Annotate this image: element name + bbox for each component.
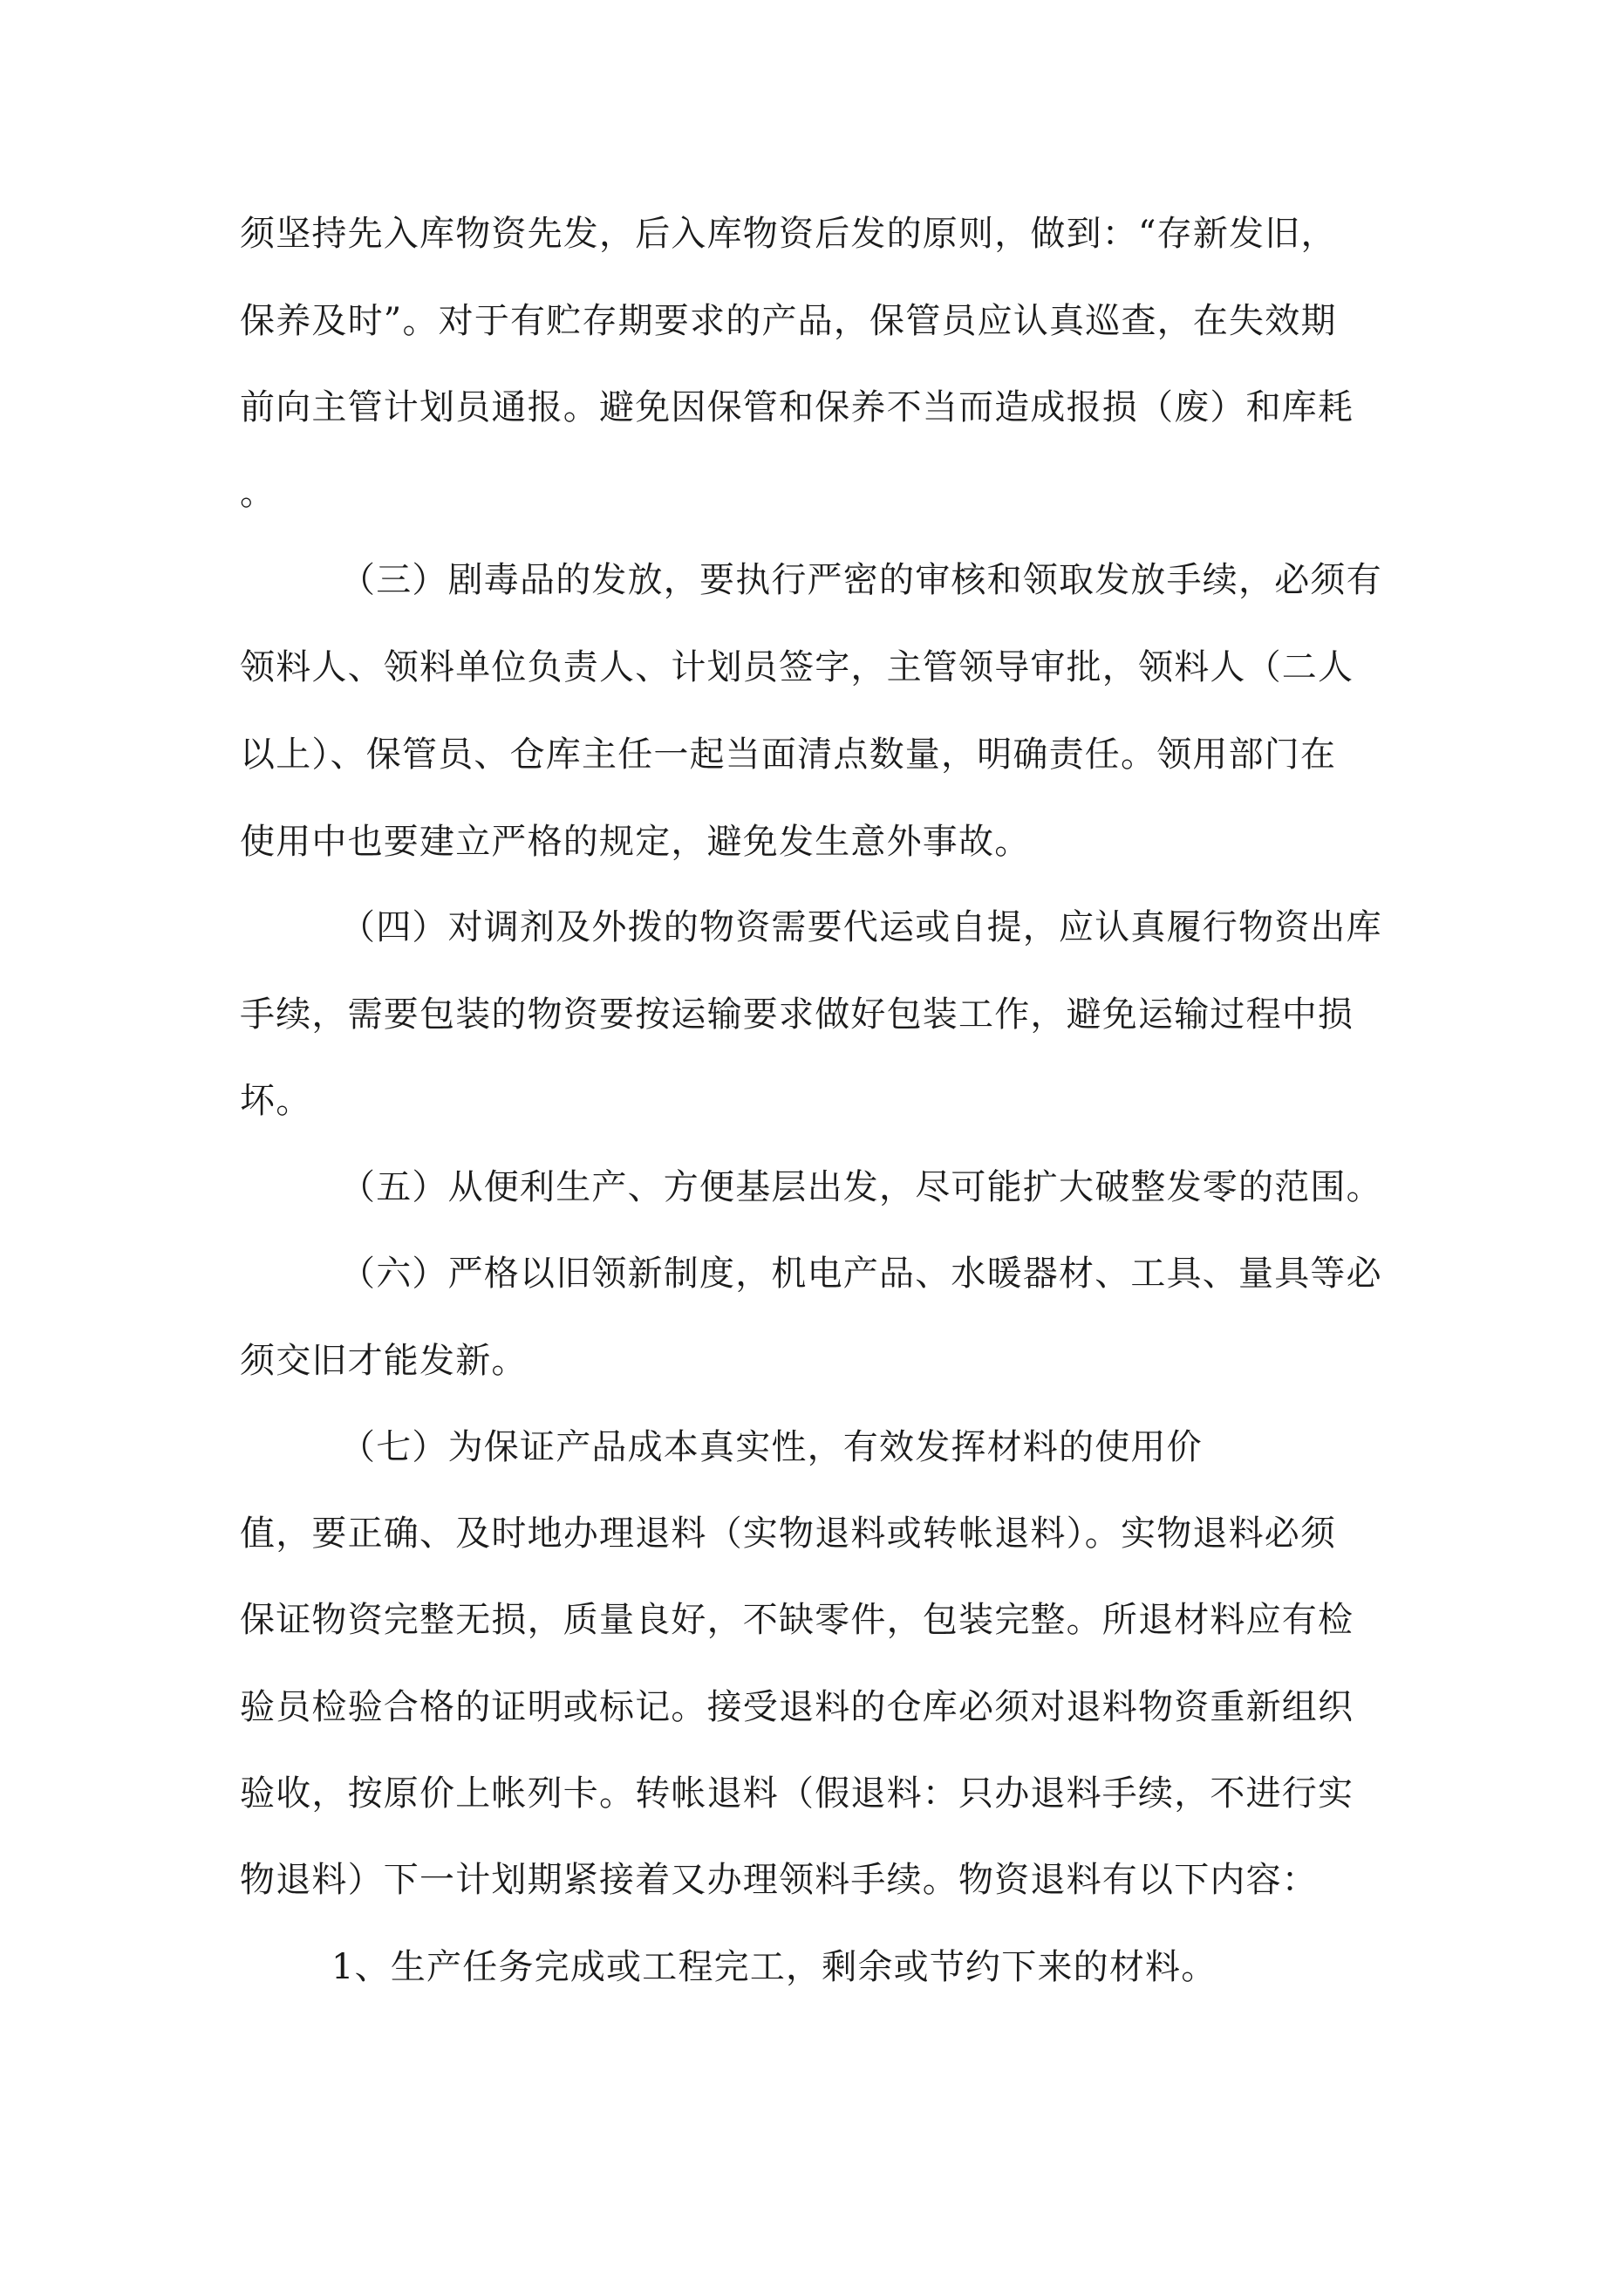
paragraph-first-line: （四）对调剂及外拨的物资需要代运或自提，应认真履行物资出库: [340, 907, 1382, 947]
text-line: 须坚持先入库物资先发，后入库物资后发的原则，做到：“存新发旧，: [240, 214, 1337, 254]
text-line: 验员检验合格的证明或标记。接受退料的仓库必须对退料物资重新组织: [240, 1687, 1354, 1727]
text-line: 物退料）下一计划期紧接着又办理领料手续。物资退料有以下内容：: [240, 1860, 1318, 1900]
paragraph-first-line: （三）剧毒品的发放，要执行严密的审核和领取发放手续，必须有: [340, 560, 1382, 600]
text-line: 手续，需要包装的物资要按运输要求做好包装工作，避免运输过程中损: [240, 994, 1354, 1035]
text-line: 须交旧才能发新。: [240, 1341, 528, 1381]
numbered-list-item: 1、生产任务完成或工程完工，剩余或节约下来的材料。: [331, 1947, 1217, 1987]
text-line: 值，要正确、及时地办理退料（实物退料或转帐退料）。实物退料必须: [240, 1514, 1337, 1554]
text-line: 。: [240, 473, 276, 513]
text-line: 领料人、领料单位负责人、计划员签字，主管领导审批，领料人（二人: [240, 647, 1354, 687]
paragraph-first-line: （五）从便利生产、方便基层出发，尽可能扩大破整发零的范围。: [340, 1167, 1382, 1207]
text-line: 验收，按原价上帐列卡。转帐退料（假退料：只办退料手续，不进行实: [240, 1773, 1354, 1814]
text-line: 以上）、保管员、仓库主任一起当面清点数量，明确责任。领用部门在: [240, 735, 1337, 775]
text-line: 保证物资完整无损，质量良好，不缺零件，包装完整。所退材料应有检: [240, 1600, 1354, 1640]
text-line: 坏。: [240, 1081, 312, 1121]
text-line: 使用中也要建立严格的规定，避免发生意外事故。: [240, 822, 1031, 862]
text-line: 保养及时”。对于有贮存期要求的产品，保管员应认真巡查，在失效期: [240, 301, 1337, 341]
paragraph-first-line: （七）为保证产品成本真实性，有效发挥材料的使用价: [340, 1427, 1203, 1467]
paragraph-first-line: （六）严格以旧领新制度，机电产品、水暖器材、工具、量具等必: [340, 1254, 1382, 1294]
text-line: 前向主管计划员通报。避免因保管和保养不当而造成报损（废）和库耗: [240, 387, 1354, 427]
